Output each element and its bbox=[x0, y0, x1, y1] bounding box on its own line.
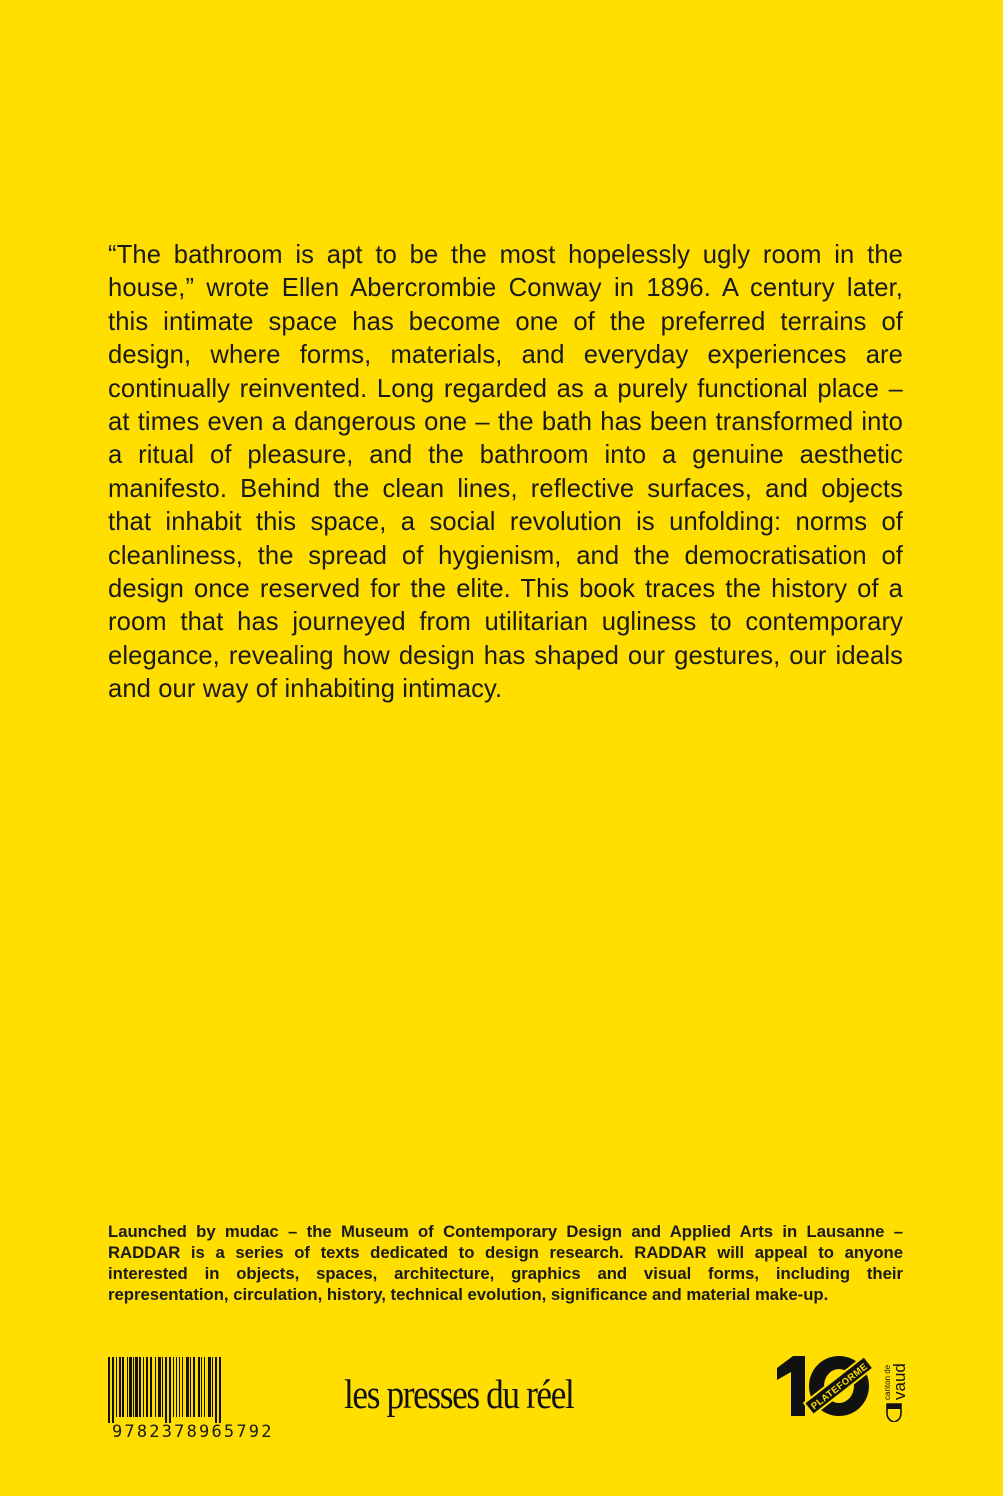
vaud-label: vaud bbox=[890, 1363, 908, 1400]
barcode-bar bbox=[129, 1357, 132, 1417]
barcode-bar bbox=[122, 1357, 124, 1417]
barcode-bar bbox=[208, 1357, 211, 1417]
barcode-bar bbox=[193, 1357, 195, 1417]
barcode-bar bbox=[212, 1357, 213, 1417]
series-description: Launched by mudac – the Museum of Contemporary Design and Applied Arts in Lausanne – RADDAR is a series of texts dedicated to design research. RADDAR will appeal to anyone interested in objects, spaces, architecture, graphics and visual forms, including their representation, circulation, history, technical evolution, significance and material make-up. bbox=[108, 1222, 903, 1304]
barcode-bar bbox=[127, 1357, 128, 1417]
barcode-bar bbox=[116, 1357, 117, 1417]
canton-vaud-logo bbox=[880, 1352, 908, 1422]
barcode-bar bbox=[143, 1357, 144, 1417]
barcode-bar bbox=[204, 1357, 205, 1417]
barcode-bar bbox=[135, 1357, 138, 1417]
vaud-coat-of-arms-icon bbox=[887, 1404, 901, 1422]
plateforme-10-logo bbox=[775, 1352, 875, 1420]
barcode-bar bbox=[169, 1357, 171, 1423]
barcode-bar bbox=[176, 1357, 177, 1417]
barcode-bar bbox=[133, 1357, 134, 1417]
barcode-bar bbox=[165, 1357, 167, 1423]
barcode-bar bbox=[201, 1357, 202, 1417]
barcode-bar bbox=[179, 1357, 180, 1417]
plateforme-label: PLATEFORME bbox=[809, 1361, 871, 1413]
barcode-bar bbox=[215, 1357, 217, 1423]
barcode-bar bbox=[155, 1357, 156, 1417]
barcode-bar bbox=[146, 1357, 148, 1417]
barcode-bar bbox=[219, 1357, 221, 1423]
barcode-bar bbox=[139, 1357, 141, 1417]
barcode-bar bbox=[158, 1357, 161, 1417]
publisher-logo: les presses du réel bbox=[344, 1371, 574, 1417]
barcode-bar bbox=[150, 1357, 152, 1417]
barcode-bar bbox=[182, 1357, 183, 1417]
barcode-bar bbox=[162, 1357, 163, 1417]
barcode-icon bbox=[108, 1357, 310, 1423]
barcode-bar bbox=[108, 1357, 110, 1423]
back-cover-blurb: “The bathroom is apt to be the most hopelessly ugly room in the house,” wrote Ellen Abercrombie Conway in 1896. A century later, this intimate space has become one of the preferred terrains of design, where forms, materials, and everyday experiences are continually reinvented. Long regarded as a purely functional place – at times even a dangerous one – the bath has been transformed into a ritual of pleasure, and the bathroom into a genuine aesthetic manifesto. Behind the clean lines, reflective surfaces, and objects that inhabit this space, a social revolution is unfolding: norms of cleanliness, the spread of hygienism, and the democratisation of design once reserved for the elite. This book traces the history of a room that has journeyed from utilitarian ugliness to contemporary elegance, revealing how design has shaped our gestures, our ideals and our way of inhabiting intimacy. bbox=[108, 241, 903, 704]
barcode-bar bbox=[190, 1357, 191, 1417]
barcode-bar bbox=[119, 1357, 121, 1417]
isbn-number: 9782378965792 bbox=[112, 1422, 274, 1442]
barcode-bar bbox=[112, 1357, 114, 1423]
barcode-bar bbox=[186, 1357, 189, 1417]
canton-label: canton de bbox=[883, 1364, 892, 1400]
barcode-bar bbox=[173, 1357, 174, 1417]
barcode-bar bbox=[198, 1357, 200, 1417]
